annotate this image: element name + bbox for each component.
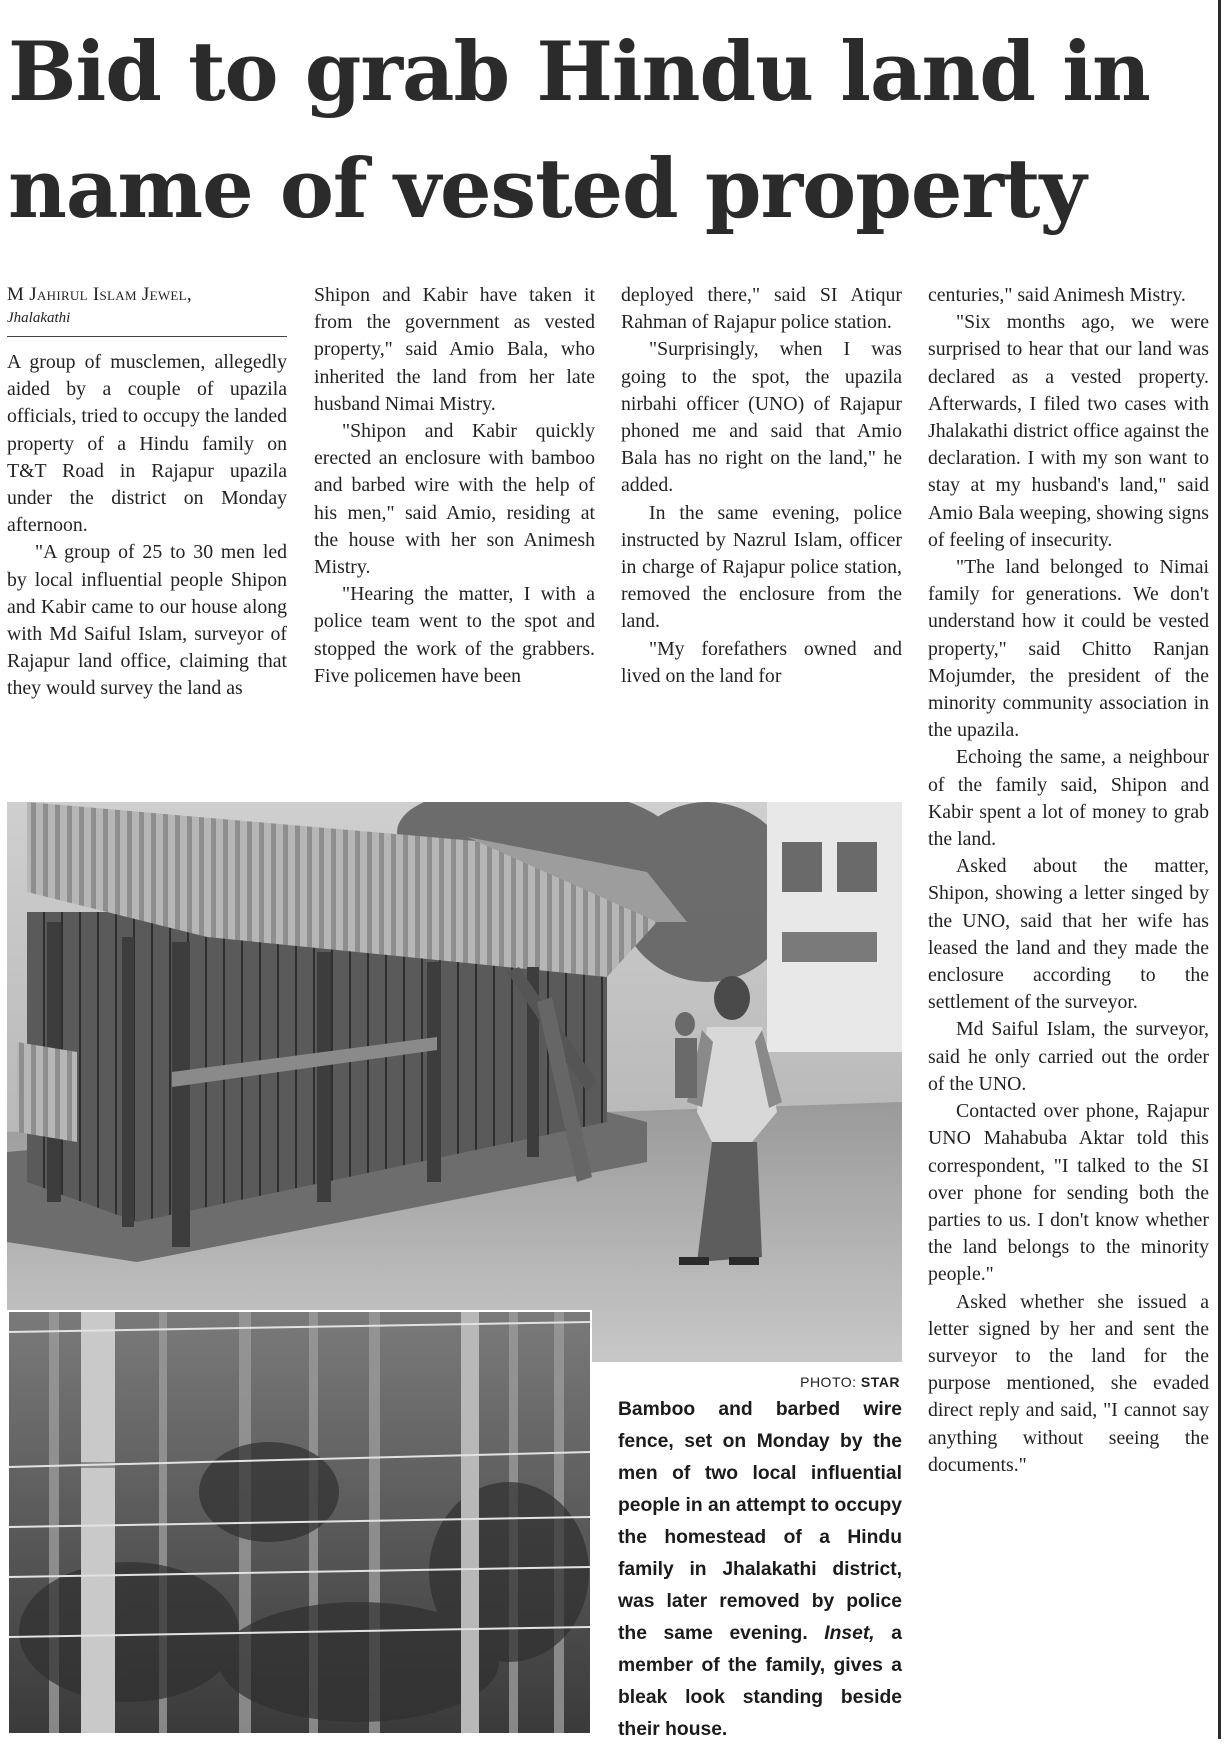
headline-line-1: Bid to grab Hindu land in bbox=[8, 25, 1150, 120]
col3-para-3: In the same evening, police instructed by Nazrul Islam, officer in charge of Rajapur police station, removed the enclosure from the land. bbox=[621, 501, 902, 633]
photo-credit-source: STAR bbox=[860, 1374, 900, 1390]
col3-para-1: deployed there," said SI Atiqur Rahman of Rajapur police station. bbox=[621, 284, 902, 334]
col2-para-2: "Shipon and Kabir quickly erected an enclosure with bamboo and barbed wire with the help of his men," said Amio, residing at the house with her son Animesh Mistry. bbox=[314, 420, 595, 579]
caption-text-2: a member of the family, gives a bleak look standing beside their house. bbox=[618, 1623, 902, 1740]
col4-para-7: Contacted over phone, Rajapur UNO Mahabuba Aktar told this correspondent, "I talked to the SI over phone for sending both the parties to us. I don't know whether the land belongs to the minority people." bbox=[928, 1100, 1209, 1286]
page-right-rule bbox=[1218, 0, 1221, 1739]
col2-para-3: "Hearing the matter, I with a police team went to the spot and stopped the work of the grabbers. Five policemen have been bbox=[314, 583, 595, 687]
house-photo-illustration bbox=[7, 802, 902, 1362]
col1-para-1: A group of musclemen, allegedly aided by a couple of upazila officials, tried to occupy the landed property of a Hindu family on T&T Road in Rajapur upazila under the district on Monday afternoon. bbox=[7, 351, 287, 537]
byline: M Jahirul Islam Jewel, bbox=[7, 284, 192, 305]
col4-para-6: Md Saiful Islam, the surveyor, said he only carried out the order of the UNO. bbox=[928, 1018, 1209, 1095]
photo-caption bbox=[618, 1394, 902, 1746]
col4-para-4: Echoing the same, a neighbour of the family said, Shipon and Kabir spent a lot of money to grab the land. bbox=[928, 746, 1209, 851]
inset-photo-fence bbox=[7, 1310, 592, 1735]
fence-photo-illustration bbox=[9, 1312, 590, 1733]
col4-para-2: "Six months ago, we were surprised to hear that our land was declared as a vested property. Afterwards, I filed two cases with Jhalakathi district office against the declaration. I with my son want to stay at my husband's land," said Amio Bala weeping, showing signs of feeling of insecurity. bbox=[928, 311, 1209, 551]
col3-para-2: "Surprisingly, when I was going to the spot, the upazila nirbahi officer (UNO) of Rajapur phoned me and said that Amio Bala has no right on the land," he added. bbox=[621, 338, 902, 497]
col4-para-1: centuries," said Animesh Mistry. bbox=[928, 284, 1186, 306]
headline-line-2: name of vested property bbox=[8, 142, 1086, 237]
headline bbox=[8, 14, 1213, 248]
col1-para-2: "A group of 25 to 30 men led by local influential people Shipon and Kabir came to our house along with Md Saiful Islam, surveyor of Rajapur land office, claiming that they would survey the land as bbox=[7, 541, 287, 700]
column-1 bbox=[7, 282, 287, 703]
main-photo-house bbox=[7, 802, 902, 1362]
photo-credit-prefix: PHOTO: bbox=[800, 1374, 861, 1390]
col4-para-5: Asked about the matter, Shipon, showing a letter singed by the UNO, said that her wife has leased the land and they made the enclosure according to the settlement of the surveyor. bbox=[928, 855, 1209, 1014]
col4-para-8: Asked whether she issued a letter signed by her and sent the surveyor to the land for the purpose mentioned, she evaded direct reply and said, "I cannot say anything without seeing the documents." bbox=[928, 1290, 1209, 1476]
col4-para-3: "The land belonged to Nimai family for generations. We don't understand how it could be vested property," said Chitto Ranjan Mojumder, the president of the minority community association in the upazila. bbox=[928, 556, 1209, 742]
column-4 bbox=[928, 282, 1209, 1479]
byline-rule bbox=[7, 336, 287, 337]
column-2 bbox=[314, 282, 595, 690]
caption-text-1: Bamboo and barbed wire fence, set on Monday by the men of two local influential people in an attempt to occupy the homestead of a Hindu family in Jhalakathi district, was later removed by police the same evening. bbox=[618, 1399, 902, 1644]
dateline: Jhalakathi bbox=[7, 310, 71, 326]
column-3 bbox=[621, 282, 902, 690]
photo-credit bbox=[787, 1374, 900, 1390]
col3-para-4: "My forefathers owned and lived on the land for bbox=[621, 637, 902, 687]
col2-para-1: Shipon and Kabir have taken it from the government as vested property," said Amio Bala, who inherited the land from her late husband Nimai Mistry. bbox=[314, 284, 595, 415]
caption-inset-label: Inset, bbox=[824, 1623, 875, 1644]
